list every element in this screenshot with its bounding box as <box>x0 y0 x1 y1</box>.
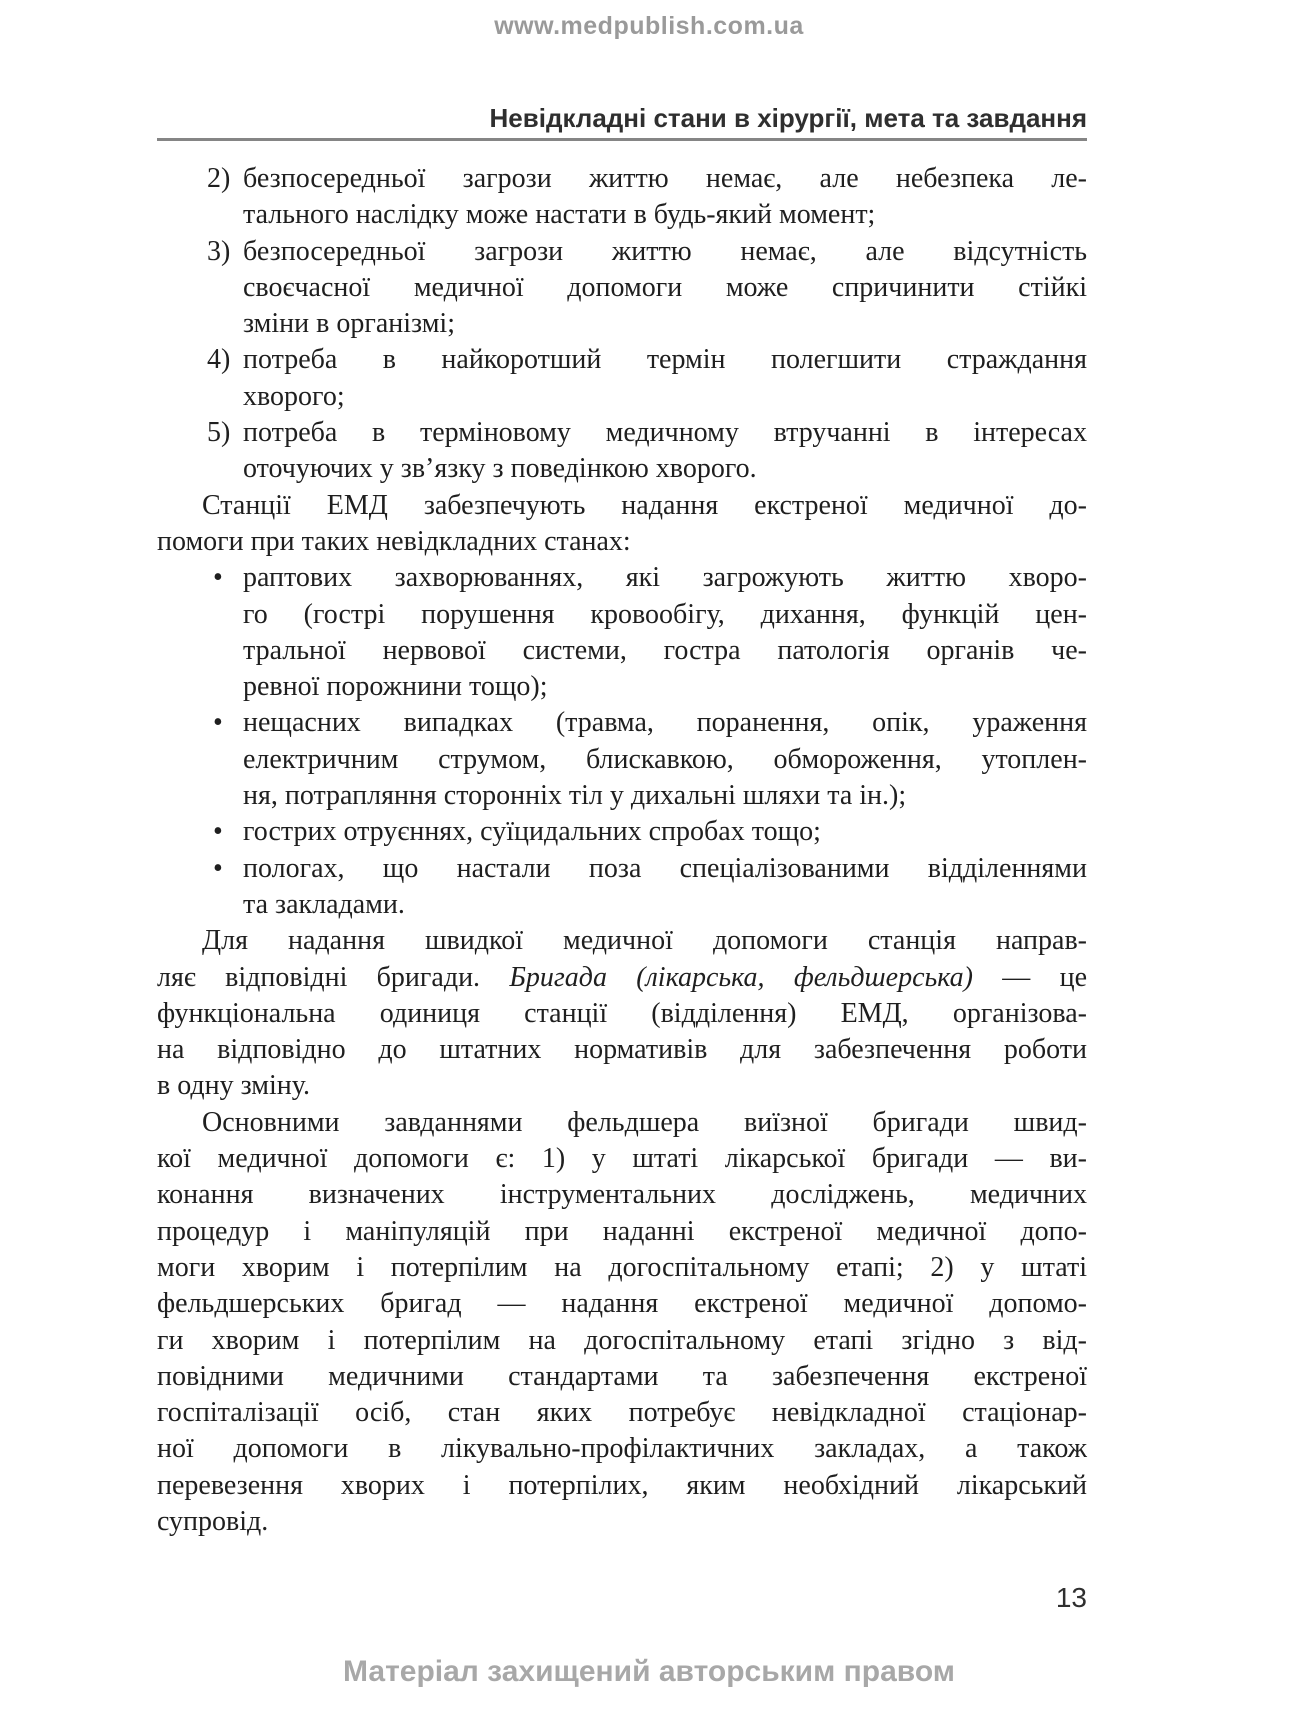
text-segment: ляє відповідні бригади. <box>157 961 510 993</box>
text-line <box>157 1504 1087 1540</box>
text-segment: Станції ЕМД забезпечують надання екстреної медичної до- <box>202 489 1087 521</box>
bullet-icon: • <box>213 816 223 848</box>
text-segment: хворого; <box>243 380 345 412</box>
text-line <box>157 1214 1087 1250</box>
text-segment: супровід. <box>157 1505 269 1537</box>
text-segment: госпіталізації осіб, стан яких потребує невідкладної стаціонар- <box>157 1397 1087 1429</box>
text-segment: в одну зміну. <box>157 1070 310 1102</box>
text-segment: ня, потрапляння сторонніх тіл у дихальні шляхи та ін.); <box>243 780 907 812</box>
text-line <box>207 161 1087 197</box>
bullet-icon: • <box>213 707 223 739</box>
text-segment: кої медичної допомоги є: 1) у штаті лікарської бригади — ви- <box>157 1143 1087 1175</box>
text-line <box>157 1250 1087 1286</box>
text-segment: раптових захворюваннях, які загрожують життю хворо- <box>243 562 1087 594</box>
text-line <box>243 669 1087 705</box>
list-item <box>157 234 1087 343</box>
text-line <box>157 488 1087 524</box>
text-segment: потреба в терміновому медичному втручанні в інтересах <box>243 417 1087 449</box>
text-line <box>213 851 1087 887</box>
text-segment: помоги при таких невідкладних станах: <box>157 525 631 557</box>
text-line <box>243 778 1087 814</box>
text-segment: тального наслідку може настати в будь-який момент; <box>243 199 876 231</box>
text-line <box>243 306 1087 342</box>
text-segment: пологах, що настали поза спеціалізованими відділеннями <box>243 852 1087 884</box>
list-item <box>157 415 1087 488</box>
text-line <box>157 1105 1087 1141</box>
text-segment: Для надання швидкої медичної допомоги станція направ- <box>202 925 1087 957</box>
text-line <box>207 415 1087 451</box>
text-line <box>243 742 1087 778</box>
italic-term: Бригада (лікарська, фельдшерська) <box>509 961 974 993</box>
list-number: 5) <box>207 417 231 449</box>
text-segment: ревної порожнини тощо); <box>243 671 548 703</box>
text-segment: на відповідно до штатних нормативів для забезпечення роботи <box>157 1034 1087 1066</box>
text-segment: ної допомоги в лікувально-профілактичних закладах, а також <box>157 1433 1087 1465</box>
text-segment: конання визначених інструментальних досліджень, медичних <box>157 1179 1087 1211</box>
text-line <box>213 705 1087 741</box>
list-item <box>157 161 1087 234</box>
text-segment: моги хворим і потерпілим на догоспітальному етапі; 2) у штаті <box>157 1251 1087 1283</box>
text-segment: фельдшерських бригад — надання екстреної медичної допомо- <box>157 1288 1087 1320</box>
text-line <box>243 379 1087 415</box>
list-item <box>157 814 1087 850</box>
site-url: www.medpublish.com.ua <box>494 12 804 40</box>
text-line <box>243 451 1087 487</box>
text-segment: процедур і маніпуляцій при наданні екстреної медичної допо- <box>157 1215 1087 1247</box>
header-rule <box>157 138 1087 141</box>
page-number: 13 <box>1055 1582 1087 1613</box>
list-number: 2) <box>207 163 231 194</box>
text-line <box>207 234 1087 270</box>
text-line <box>157 1468 1087 1504</box>
text-segment: своєчасної медичної допомоги може спричинити стійкі <box>243 271 1087 303</box>
paragraph <box>157 488 1087 561</box>
text-segment: нещасних випадках (травма, поранення, опік, ураження <box>243 707 1087 739</box>
text-segment: потреба в найкоротший термін полегшити страждання <box>243 344 1087 376</box>
bullet-icon: • <box>213 562 223 594</box>
text-line <box>207 342 1087 378</box>
text-line <box>213 814 1087 850</box>
text-line <box>157 996 1087 1032</box>
text-line <box>157 1431 1087 1467</box>
text-line <box>157 1395 1087 1431</box>
text-line <box>157 1032 1087 1068</box>
text-line <box>157 1286 1087 1322</box>
text-segment: перевезення хворих і потерпілих, яким необхідний лікарський <box>157 1469 1087 1501</box>
text-segment: та закладами. <box>243 888 405 920</box>
text-segment: ги хворим і потерпілим на догоспітальному етапі згідно з від- <box>157 1324 1087 1356</box>
text-segment: безпосередньої загрози життю немає, але відсутність <box>243 235 1087 267</box>
list-number: 4) <box>207 344 231 376</box>
text-line <box>157 1068 1087 1104</box>
paragraph <box>157 1105 1087 1541</box>
text-segment: зміни в організмі; <box>243 308 455 340</box>
text-segment: функціональна одиниця станції (відділення) ЕМД, організова- <box>157 997 1087 1029</box>
text-segment: го (гострі порушення кровообігу, дихання, функцій цен- <box>243 598 1087 630</box>
text-segment: електричним струмом, блискавкою, обмороження, утоплен- <box>243 743 1087 775</box>
list-number: 3) <box>207 235 231 267</box>
text-line <box>243 633 1087 669</box>
text-segment: — це <box>973 961 1088 993</box>
list-item <box>157 705 1087 814</box>
list-item <box>157 560 1087 705</box>
text-line <box>243 270 1087 306</box>
text-line <box>157 1177 1087 1213</box>
text-line <box>157 923 1087 959</box>
text-line <box>243 887 1087 923</box>
text-line <box>213 560 1087 596</box>
text-line <box>157 524 1087 560</box>
text-segment: гострих отруєннях, суїцидальних спробах тощо; <box>243 816 821 848</box>
list-item <box>157 342 1087 415</box>
text-segment: тральної нервової системи, гостра патологія органів че- <box>243 634 1087 666</box>
list-item <box>157 851 1087 924</box>
paragraph <box>157 923 1087 1104</box>
text-line <box>157 1359 1087 1395</box>
text-segment: оточуючих у зв’язку з поведінкою хворого. <box>243 453 757 485</box>
text-line <box>157 1141 1087 1177</box>
page-body <box>157 161 1087 1540</box>
text-line <box>157 960 1087 996</box>
text-line <box>243 597 1087 633</box>
text-line <box>157 1323 1087 1359</box>
copyright-notice: Матеріал захищений авторським правом <box>343 1655 955 1688</box>
text-segment: безпосередньої загрози життю немає, але небезпека ле- <box>243 163 1087 194</box>
text-segment: Основними завданнями фельдшера виїзної бригади швид- <box>202 1106 1087 1138</box>
bullet-icon: • <box>213 852 223 884</box>
chapter-title: Невідкладні стани в хірургії, мета та завдання <box>489 103 1087 133</box>
text-line <box>243 197 1087 233</box>
text-segment: повідними медичними стандартами та забезпечення екстреної <box>157 1360 1087 1392</box>
